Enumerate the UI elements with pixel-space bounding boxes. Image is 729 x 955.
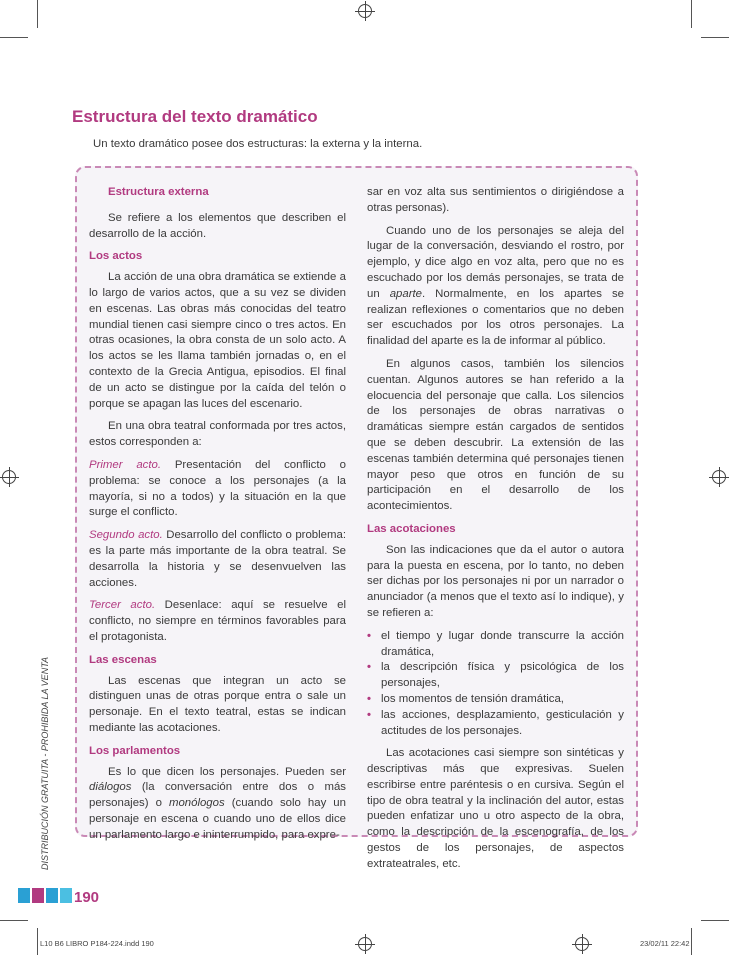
crop-mark	[701, 37, 729, 38]
act-item	[89, 458, 346, 521]
paragraph: La acción de una obra dramática se extiende a lo largo de varios actos, que a su vez se dividen en escenas. Las obras más conocidas del teatro mundial tienen casi siempre cinco o tres actos. En otras ocasiones, la obra consta de un solo acto. A los actos se les llama también jornadas o, en el contexto de la Grecia Antigua, episodios. El final de un acto se distingue por la caída del telón o porque se apagan las luces del escenario.	[89, 271, 346, 410]
right-column	[367, 185, 624, 880]
page-number: 190	[74, 889, 100, 906]
act-label: Tercer acto.	[89, 599, 156, 612]
text-run: Es lo que dicen los personajes. Pueden ser	[108, 765, 346, 778]
text-run: . Normalmente, en los apartes se realizan reflexiones o comentarios que no deben ser escuchados por los otros personajes. La finalidad del aparte es la de informar al público.	[367, 287, 624, 348]
section-heading-acotaciones: Las acotaciones	[367, 522, 456, 535]
list-item: • la descripción física y psicológica de los personajes,	[367, 660, 624, 692]
color-square	[60, 888, 72, 903]
act-label: Primer acto.	[89, 458, 162, 471]
paragraph: sar en voz alta sus sentimientos o dirigiéndose a otras personas).	[367, 186, 624, 214]
crop-mark	[701, 920, 729, 921]
bullet-list	[367, 629, 624, 740]
registration-mark-icon	[358, 937, 372, 951]
left-column	[89, 185, 346, 850]
registration-mark-icon	[358, 4, 372, 18]
paragraph	[367, 224, 624, 350]
section-heading-actos: Los actos	[89, 250, 143, 263]
color-square	[46, 888, 58, 903]
paragraph: En una obra teatral conformada por tres actos, estos corresponden a:	[89, 420, 346, 449]
paragraph: Las acotaciones casi siempre son sintéticas y descriptivas más que expresivas. Suelen escribirse entre paréntesis o en cursiva. Según el tipo de obra teatral y la inclinación del autor, estas pueden enfatizar uno u otro aspecto de la obra, como la descripción de la escenografía, de los gestos de los personajes, de aspectos extrateatrales, etc.	[367, 747, 624, 870]
section-heading-parlamentos: Los parlamentos	[89, 744, 181, 757]
intro-text: Un texto dramático posee dos estructuras: la externa y la interna.	[93, 138, 423, 150]
crop-mark	[691, 0, 692, 28]
footer-date: 23/02/11 22:42	[640, 939, 690, 948]
term-monologos: monólogos	[168, 797, 225, 810]
paragraph: En algunos casos, también los silencios cuentan. Algunos autores se han referido a la elocuencia del personaje que calla. Los silencios de los personajes de obras narrativas o dramáticas siempre están cargados de sentidos que se deben descubrir. La extensión de las escenas también determina qué personajes tienen mayor peso que otros en función de su participación en el desarrollo de los acontecimientos.	[367, 357, 624, 513]
crop-mark	[0, 920, 28, 921]
paragraph: Las escenas que integran un acto se distinguen unas de otras porque entra o sale un personaje. En el texto teatral, estas se indican mediante las acotaciones.	[89, 674, 346, 734]
act-item	[89, 598, 346, 645]
crop-mark	[37, 0, 38, 28]
list-item: • los momentos de tensión dramática,	[367, 692, 624, 708]
act-label: Segundo acto.	[89, 529, 163, 542]
color-square	[32, 888, 44, 903]
color-square	[18, 888, 30, 903]
registration-mark-icon	[575, 937, 589, 951]
crop-mark	[0, 37, 28, 38]
paragraph: Se refiere a los elementos que describen el desarrollo de la acción.	[89, 211, 346, 240]
act-item	[89, 528, 346, 591]
text-run: (la conversación entre dos o más personajes) o	[89, 781, 346, 810]
list-item: • el tiempo y lugar donde transcurre la acción dramática,	[367, 629, 624, 661]
box-heading: Estructura externa	[108, 186, 209, 198]
list-item: • las acciones, desplazamiento, gesticulación y actitudes de los personajes.	[367, 708, 624, 740]
registration-mark-icon	[712, 470, 726, 484]
page-title: Estructura del texto dramático	[72, 107, 318, 126]
term-aparte: aparte	[389, 287, 422, 300]
text-run: (cuando solo hay un personaje en escena o cuando uno de ellos dice un parlamento largo e ininterrumpido, para expre-	[89, 797, 346, 841]
act-text: Desarrollo del conflicto o problema: es la parte más importante de la obra teatral. Se desarrolla la historia y se desenvuelven las acciones.	[89, 529, 346, 589]
side-distribution-text: DISTRIBUCIÓN GRATUITA - PROHIBIDA LA VENTA	[40, 656, 50, 870]
term-dialogos: diálogos	[89, 781, 132, 794]
text-run: Cuando uno de los personajes se aleja del lugar de la conversación, desviando el rostro, por ejemplo, y dice algo en voz alta, pero que no es escuchado por los demás personajes, se trata de un	[367, 224, 624, 300]
paragraph: Son las indicaciones que da el autor o autora para la puesta en escena, por lo tanto, no deben ser dichas por los personajes ni por un narrador o anunciador (a menos que el texto así lo indique), y se refieren a:	[367, 543, 624, 619]
registration-mark-icon	[2, 470, 16, 484]
crop-mark	[691, 928, 692, 955]
footer-file: L10 B6 LIBRO P184-224.indd 190	[40, 939, 154, 948]
section-heading-escenas: Las escenas	[89, 653, 157, 666]
act-text: Presentación del conflicto o problema: se conoce a los personajes (a la mayoría, si no a todos) y la situación en la que surge el conflicto.	[89, 458, 346, 519]
act-text: Desenlace: aquí se resuelve el conflicto, no siempre en términos favorables para el protagonista.	[89, 599, 346, 643]
crop-mark	[37, 928, 38, 955]
paragraph	[89, 765, 346, 844]
